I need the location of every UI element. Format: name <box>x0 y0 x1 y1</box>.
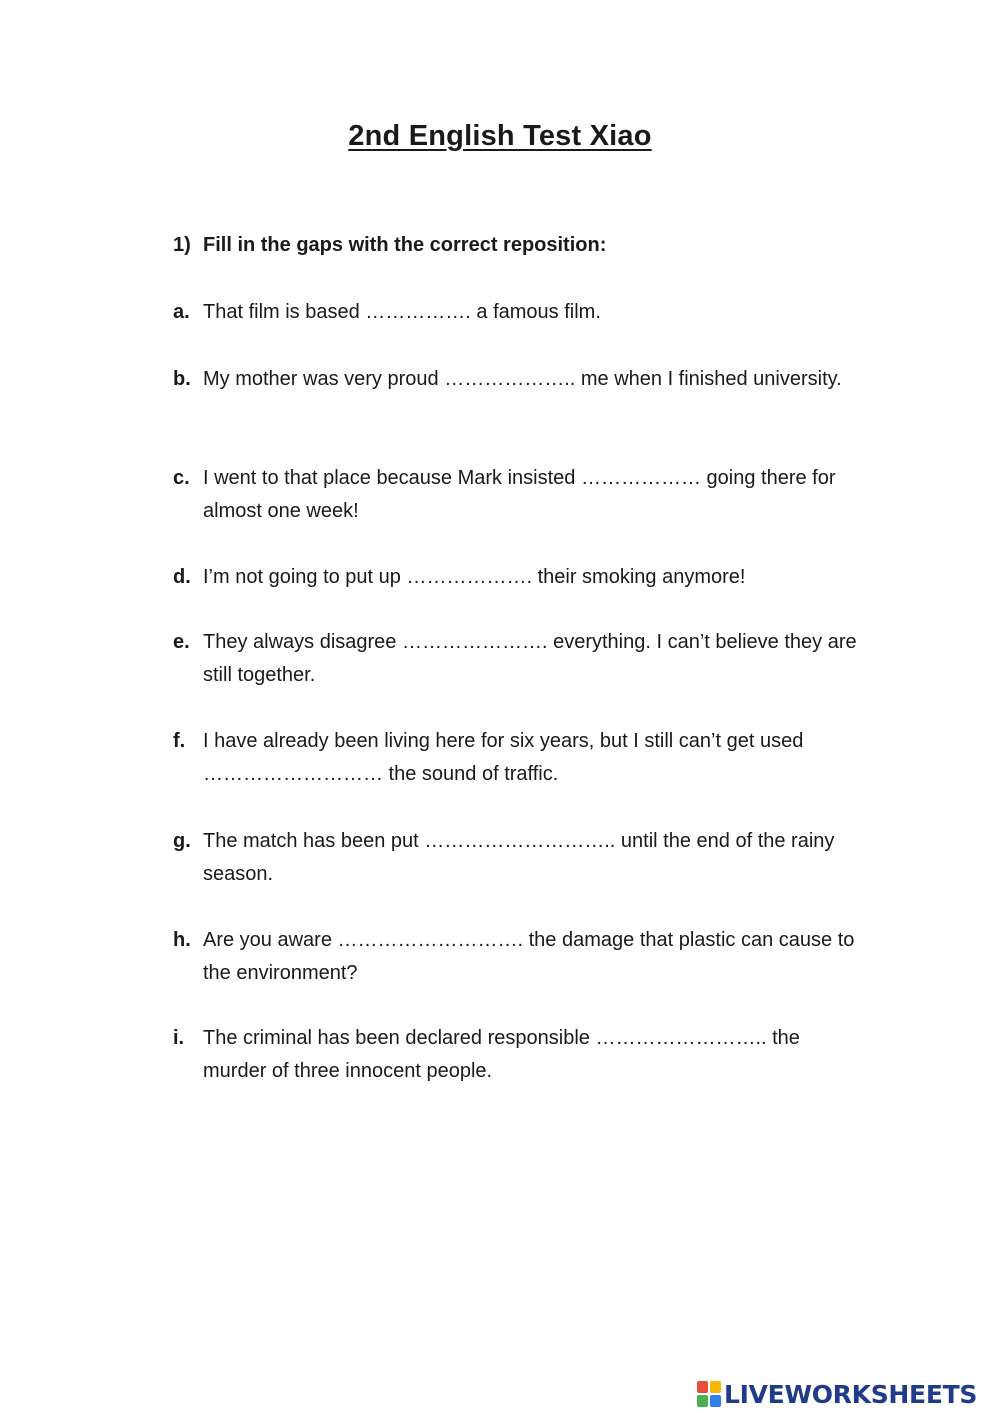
item-letter: c. <box>173 467 190 489</box>
item-letter: a. <box>173 301 190 323</box>
exercise-item <box>173 924 863 990</box>
liveworksheets-logo <box>697 1378 977 1410</box>
question-instruction <box>173 234 606 257</box>
exercise-item <box>173 825 863 891</box>
item-text: The criminal has been declared responsible …………………….. the murder of three innocent people. <box>203 1027 800 1082</box>
exercise-item <box>173 462 863 528</box>
exercise-item <box>173 626 863 692</box>
item-letter: d. <box>173 566 191 588</box>
item-text: That film is based ……………. a famous film. <box>203 301 601 323</box>
item-text: The match has been put ……………………….. until the end of the rainy season. <box>203 830 835 885</box>
exercise-item <box>173 1022 863 1088</box>
item-letter: e. <box>173 631 190 653</box>
item-text: My mother was very proud ……………….. me when I finished university. <box>203 368 842 390</box>
item-text: They always disagree …………………. everything. I can’t believe they are still together. <box>203 631 857 686</box>
exercise-item <box>173 296 863 329</box>
question-number: 1) <box>173 234 191 256</box>
exercise-item <box>173 363 863 396</box>
exercise-item <box>173 725 863 791</box>
item-letter: h. <box>173 929 191 951</box>
logo-text: LIVEWORKSHEETS <box>724 1379 978 1409</box>
item-letter: b. <box>173 368 191 390</box>
item-text: I went to that place because Mark insisted ……………… going there for almost one week! <box>203 467 836 522</box>
exercise-item <box>173 561 863 594</box>
item-text: Are you aware ………………………. the damage that plastic can cause to the environment? <box>203 929 855 984</box>
page-title: 2nd English Test Xiao <box>348 120 652 152</box>
item-text: I have already been living here for six years, but I still can’t get used ……………………… the sound of traffic. <box>203 730 804 785</box>
liveworksheets-logo-icon <box>697 1381 721 1407</box>
item-text: I’m not going to put up ………………. their smoking anymore! <box>203 566 746 588</box>
item-letter: g. <box>173 830 191 852</box>
instruction-text: Fill in the gaps with the correct reposition: <box>203 234 607 256</box>
item-letter: f. <box>173 730 186 752</box>
item-letter: i. <box>173 1027 185 1049</box>
